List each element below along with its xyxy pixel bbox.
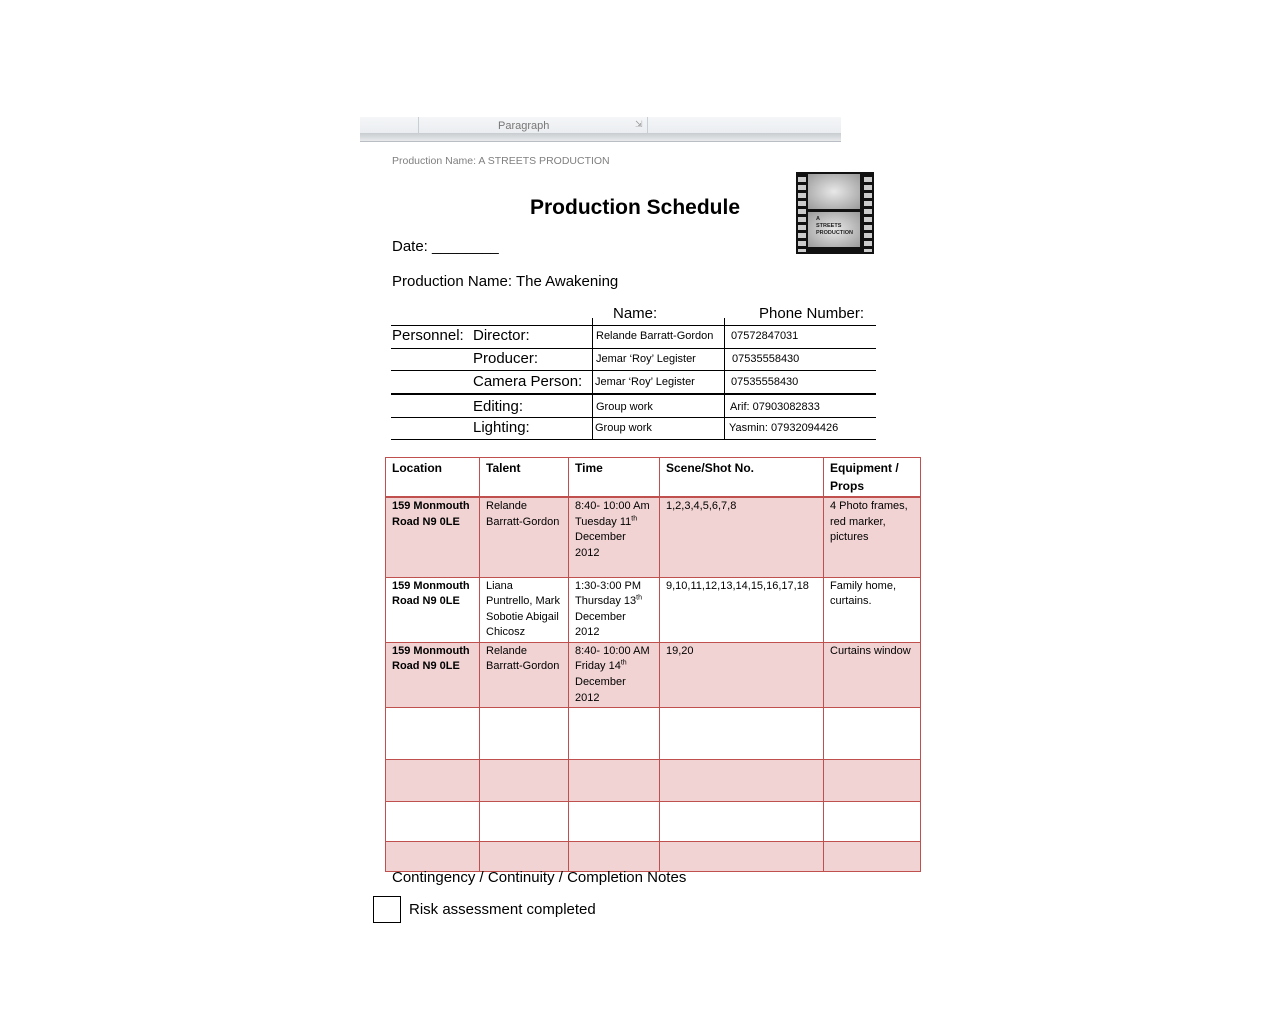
person-name: Relande Barratt-Gordon bbox=[596, 330, 714, 342]
phone-header: Phone Number: bbox=[759, 305, 865, 322]
empty-row bbox=[386, 842, 921, 872]
role-label: Director: bbox=[473, 327, 530, 344]
dialog-launcher-icon[interactable]: ⇲ bbox=[635, 119, 643, 129]
table-header-row bbox=[386, 458, 921, 498]
scene-cell: 9,10,11,12,13,14,15,16,17,18 bbox=[660, 577, 824, 642]
time-cell: 8:40- 10:00 Am Tuesday 11th December 2012 bbox=[569, 497, 660, 577]
location-cell: 159 Monmouth Road N9 0LE bbox=[386, 642, 480, 707]
date-field: Date: ________ bbox=[392, 238, 499, 255]
scene-cell: 19,20 bbox=[660, 642, 824, 707]
person-name: Jemar ‘Roy’ Legister bbox=[595, 376, 695, 388]
table-row bbox=[386, 497, 921, 577]
risk-assessment-checkbox[interactable] bbox=[373, 896, 401, 923]
person-phone: Yasmin: 07932094426 bbox=[729, 422, 839, 434]
word-ribbon-fragment bbox=[360, 117, 841, 142]
role-label: Lighting: bbox=[473, 419, 530, 436]
location-cell: 159 Monmouth Road N9 0LE bbox=[386, 577, 480, 642]
scene-cell: 1,2,3,4,5,6,7,8 bbox=[660, 497, 824, 577]
table-row bbox=[386, 642, 921, 707]
column-header: Equipment / Props bbox=[824, 458, 921, 498]
page-header: Production Name: A STREETS PRODUCTION bbox=[392, 155, 610, 167]
talent-cell: Relande Barratt-Gordon bbox=[480, 642, 569, 707]
person-name: Group work bbox=[596, 401, 653, 413]
time-cell: 8:40- 10:00 AM Friday 14th December 2012 bbox=[569, 642, 660, 707]
empty-row bbox=[386, 760, 921, 802]
empty-row bbox=[386, 802, 921, 842]
table-row bbox=[386, 577, 921, 642]
equipment-cell: Curtains window bbox=[824, 642, 921, 707]
notes-label: Contingency / Continuity / Completion Notes bbox=[392, 869, 687, 886]
ribbon-group-label: Paragraph bbox=[498, 120, 550, 132]
talent-cell: Liana Puntrello, Mark Sobotie Abigail Chicosz bbox=[480, 577, 569, 642]
document-title: Production Schedule bbox=[530, 196, 741, 219]
empty-row bbox=[386, 708, 921, 760]
location-cell: 159 Monmouth Road N9 0LE bbox=[386, 497, 480, 577]
schedule-table bbox=[385, 457, 921, 872]
person-name: Jemar ‘Roy’ Legister bbox=[596, 353, 696, 365]
risk-assessment-label: Risk assessment completed bbox=[409, 901, 596, 918]
column-header: Scene/Shot No. bbox=[660, 458, 824, 498]
role-label: Editing: bbox=[473, 398, 524, 415]
column-header: Location bbox=[386, 458, 480, 498]
person-phone: 07535558430 bbox=[732, 353, 800, 365]
production-name: Production Name: The Awakening bbox=[392, 273, 619, 290]
ribbon-shadow bbox=[360, 133, 841, 141]
talent-cell: Relande Barratt-Gordon bbox=[480, 497, 569, 577]
equipment-cell: Family home, curtains. bbox=[824, 577, 921, 642]
film-strip-logo: A STREETS PRODUCTION bbox=[796, 172, 874, 254]
personnel-heading: Personnel: bbox=[392, 327, 464, 344]
person-phone: Arif: 07903082833 bbox=[730, 401, 820, 413]
name-header: Name: bbox=[613, 305, 658, 322]
ribbon-separator bbox=[647, 117, 648, 133]
person-name: Group work bbox=[595, 422, 652, 434]
time-cell: 1:30-3:00 PM Thursday 13th December 2012 bbox=[569, 577, 660, 642]
column-header: Time bbox=[569, 458, 660, 498]
role-label: Producer: bbox=[473, 350, 539, 367]
role-label: Camera Person: bbox=[473, 373, 583, 390]
ribbon-separator bbox=[418, 117, 419, 133]
person-phone: 07572847031 bbox=[731, 330, 799, 342]
person-phone: 07535558430 bbox=[731, 376, 799, 388]
equipment-cell: 4 Photo frames, red marker, pictures bbox=[824, 497, 921, 577]
column-header: Talent bbox=[480, 458, 569, 498]
